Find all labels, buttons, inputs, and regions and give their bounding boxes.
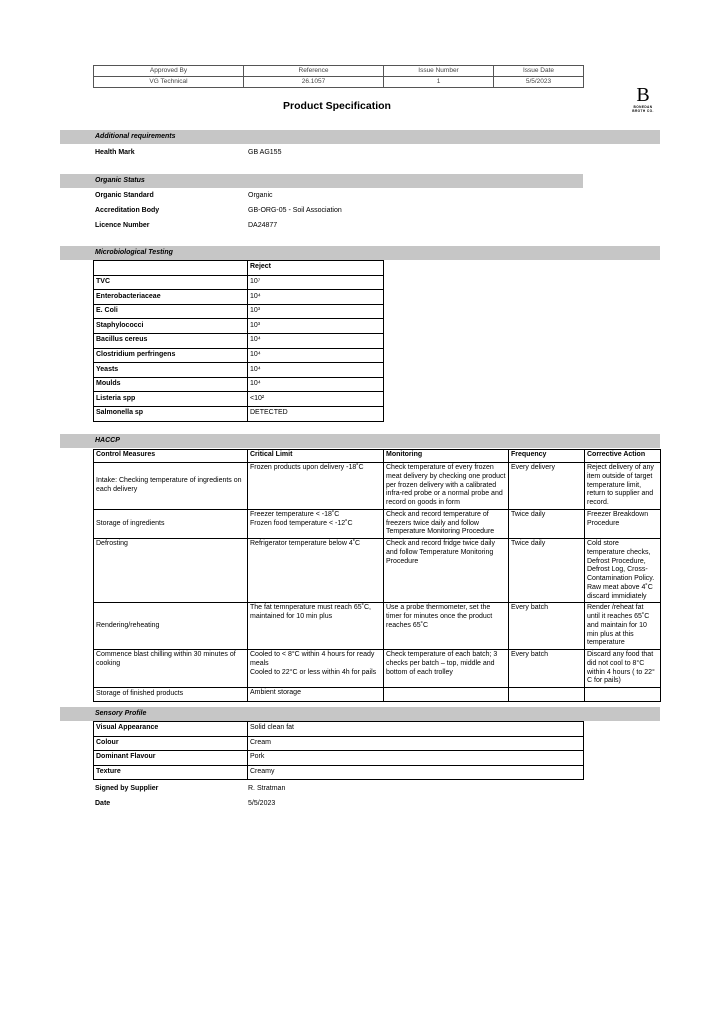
section-heading-organic: Organic Status <box>60 174 583 188</box>
organic-standard-value: Organic <box>248 192 273 199</box>
signed-by-value: R. Stratman <box>248 785 286 792</box>
micro-value: 10³ <box>248 304 384 319</box>
haccp-action: Render /reheat fat until it reaches 65˚C and maintain for 10 min plus at this temperature <box>585 603 661 650</box>
approval-header-approved-by: Approved By <box>94 66 244 77</box>
micro-value: <10² <box>248 392 384 407</box>
micro-table <box>93 260 384 422</box>
haccp-header-monitoring: Monitoring <box>384 450 509 463</box>
micro-label: TVC <box>94 275 248 290</box>
section-heading-haccp: HACCP <box>60 434 660 448</box>
haccp-limit: Cooled to < 8°C within 4 hours for ready meals Cooled to 22°C or less within 4h for pails <box>248 650 384 688</box>
haccp-monitoring: Check and record fridge twice daily and follow Temperature Monitoring Procedure <box>384 539 509 603</box>
micro-value: DETECTED <box>248 406 384 421</box>
haccp-header-control: Control Measures <box>94 450 248 463</box>
haccp-frequency <box>509 688 585 702</box>
section-heading-additional: Additional requirements <box>60 130 660 144</box>
sensory-label: Colour <box>94 736 248 751</box>
table-row <box>94 751 584 766</box>
haccp-limit: Refrigerator temperature below 4˚C <box>248 539 384 603</box>
haccp-monitoring <box>384 688 509 702</box>
micro-label: E. Coli <box>94 304 248 319</box>
haccp-table <box>93 449 661 702</box>
haccp-control: Commence blast chilling within 30 minutes of cooking <box>94 650 248 688</box>
haccp-control: Defrosting <box>94 539 248 603</box>
sensory-value: Creamy <box>248 765 584 780</box>
organic-standard-label: Organic Standard <box>95 192 154 199</box>
approval-header-issue-number: Issue Number <box>384 66 494 77</box>
table-row <box>94 290 384 305</box>
table-row <box>94 406 384 421</box>
micro-value: 10⁴ <box>248 333 384 348</box>
sensory-table <box>93 721 584 780</box>
micro-header-blank <box>94 261 248 276</box>
table-row <box>94 463 661 510</box>
haccp-monitoring: Use a probe thermometer, set the timer for minutes once the product reaches 65˚C <box>384 603 509 650</box>
table-row <box>94 650 661 688</box>
table-row <box>94 392 384 407</box>
approval-value-issue-number: 1 <box>384 77 494 88</box>
logo-line-1: BONEDAN <box>633 105 653 109</box>
sensory-label: Visual Appearance <box>94 722 248 737</box>
haccp-limit: The fat temnperature must reach 65˚C, maintained for 10 min plus <box>248 603 384 650</box>
micro-value: 10⁴ <box>248 348 384 363</box>
micro-header-row <box>94 261 384 276</box>
sensory-label: Dominant Flavour <box>94 751 248 766</box>
table-row <box>94 765 584 780</box>
micro-value: 10⁴ <box>248 290 384 305</box>
haccp-action: Reject delivery of any item outside of target temperature limit, return to supplier and record. <box>585 463 661 510</box>
haccp-monitoring: Check and record temperature of freezers twice daily and follow Temperature Monitoring Procedure <box>384 509 509 538</box>
date-value: 5/5/2023 <box>248 800 276 807</box>
section-heading-sensory: Sensory Profile <box>60 707 660 721</box>
signed-by-label: Signed by Supplier <box>95 785 159 792</box>
table-row <box>94 348 384 363</box>
haccp-limit: Frozen products upon delivery -18˚C <box>248 463 384 510</box>
table-row <box>94 688 661 702</box>
micro-value: 10⁴ <box>248 377 384 392</box>
micro-value: 10³ <box>248 319 384 334</box>
haccp-limit: Freezer temperature < -18˚C Frozen food temperature < -12˚C <box>248 509 384 538</box>
micro-value: 10⁷ <box>248 275 384 290</box>
logo-letter: B <box>636 84 650 106</box>
micro-value: 10⁴ <box>248 363 384 378</box>
approval-value-reference: 26.1057 <box>244 77 384 88</box>
sensory-label: Texture <box>94 765 248 780</box>
date-label: Date <box>95 800 111 807</box>
sensory-value: Pork <box>248 751 584 766</box>
micro-label: Moulds <box>94 377 248 392</box>
haccp-header-action: Corrective Action <box>585 450 661 463</box>
table-row <box>94 722 584 737</box>
micro-header-reject: Reject <box>248 261 384 276</box>
approval-table <box>93 65 584 88</box>
logo-line-2: BROTH CO. <box>632 109 654 113</box>
table-row <box>94 509 661 538</box>
approval-header-row <box>94 66 584 77</box>
micro-label: Staphylococci <box>94 319 248 334</box>
micro-label: Salmonella sp <box>94 406 248 421</box>
micro-label: Enterobacteriaceae <box>94 290 248 305</box>
licence-number-label: Licence Number <box>95 222 150 229</box>
table-row <box>94 736 584 751</box>
haccp-frequency: Every batch <box>509 650 585 688</box>
haccp-action <box>585 688 661 702</box>
table-row <box>94 275 384 290</box>
section-heading-micro: Microbiological Testing <box>60 246 660 260</box>
accreditation-body-value: GB-ORG-05 - Soil Association <box>248 207 342 214</box>
table-row <box>94 539 661 603</box>
haccp-action: Freezer Breakdown Procedure <box>585 509 661 538</box>
table-row <box>94 603 661 650</box>
haccp-frequency: Twice daily <box>509 509 585 538</box>
haccp-monitoring: Check temperature of each batch; 3 checks per batch – top, middle and bottom of each trolley <box>384 650 509 688</box>
haccp-limit: Ambient storage <box>248 688 384 702</box>
sensory-value: Cream <box>248 736 584 751</box>
page-title: Product Specification <box>283 100 391 112</box>
haccp-control: Intake: Checking temperature of ingredients on each delivery <box>94 463 248 510</box>
approval-value-approved-by: VG Technical <box>94 77 244 88</box>
haccp-frequency: Every batch <box>509 603 585 650</box>
micro-label: Yeasts <box>94 363 248 378</box>
haccp-action: Cold store temperature checks, Defrost Procedure, Defrost Log, Cross-Contamination Policy. Raw meat above 4˚C discard immidiately <box>585 539 661 603</box>
haccp-header-frequency: Frequency <box>509 450 585 463</box>
table-row <box>94 363 384 378</box>
haccp-control: Storage of ingredients <box>94 509 248 538</box>
haccp-header-limit: Critical Limit <box>248 450 384 463</box>
health-mark-value: GB AG155 <box>248 149 282 156</box>
approval-value-row <box>94 77 584 88</box>
micro-label: Bacillus cereus <box>94 333 248 348</box>
micro-label: Listeria spp <box>94 392 248 407</box>
micro-label: Clostridium perfringens <box>94 348 248 363</box>
table-row <box>94 333 384 348</box>
sensory-value: Solid clean fat <box>248 722 584 737</box>
haccp-monitoring: Check temperature of every frozen meat delivery by checking one product per frozen delivery with a calibrated infra-red probe or a normal probe and record on goods in form <box>384 463 509 510</box>
accreditation-body-label: Accreditation Body <box>95 207 160 214</box>
approval-value-issue-date: 5/5/2023 <box>494 77 584 88</box>
table-row <box>94 319 384 334</box>
haccp-control: Storage of finished products <box>94 688 248 702</box>
table-row <box>94 377 384 392</box>
approval-header-issue-date: Issue Date <box>494 66 584 77</box>
haccp-control: Rendering/reheating <box>94 603 248 650</box>
haccp-frequency: Twice daily <box>509 539 585 603</box>
health-mark-label: Health Mark <box>95 149 135 156</box>
table-row <box>94 304 384 319</box>
approval-header-reference: Reference <box>244 66 384 77</box>
haccp-frequency: Every delivery <box>509 463 585 510</box>
haccp-header-row <box>94 450 661 463</box>
haccp-action: Discard any food that did not cool to 8°C within 4 hours ( to 22° C for pails) <box>585 650 661 688</box>
licence-number-value: DA24877 <box>248 222 278 229</box>
